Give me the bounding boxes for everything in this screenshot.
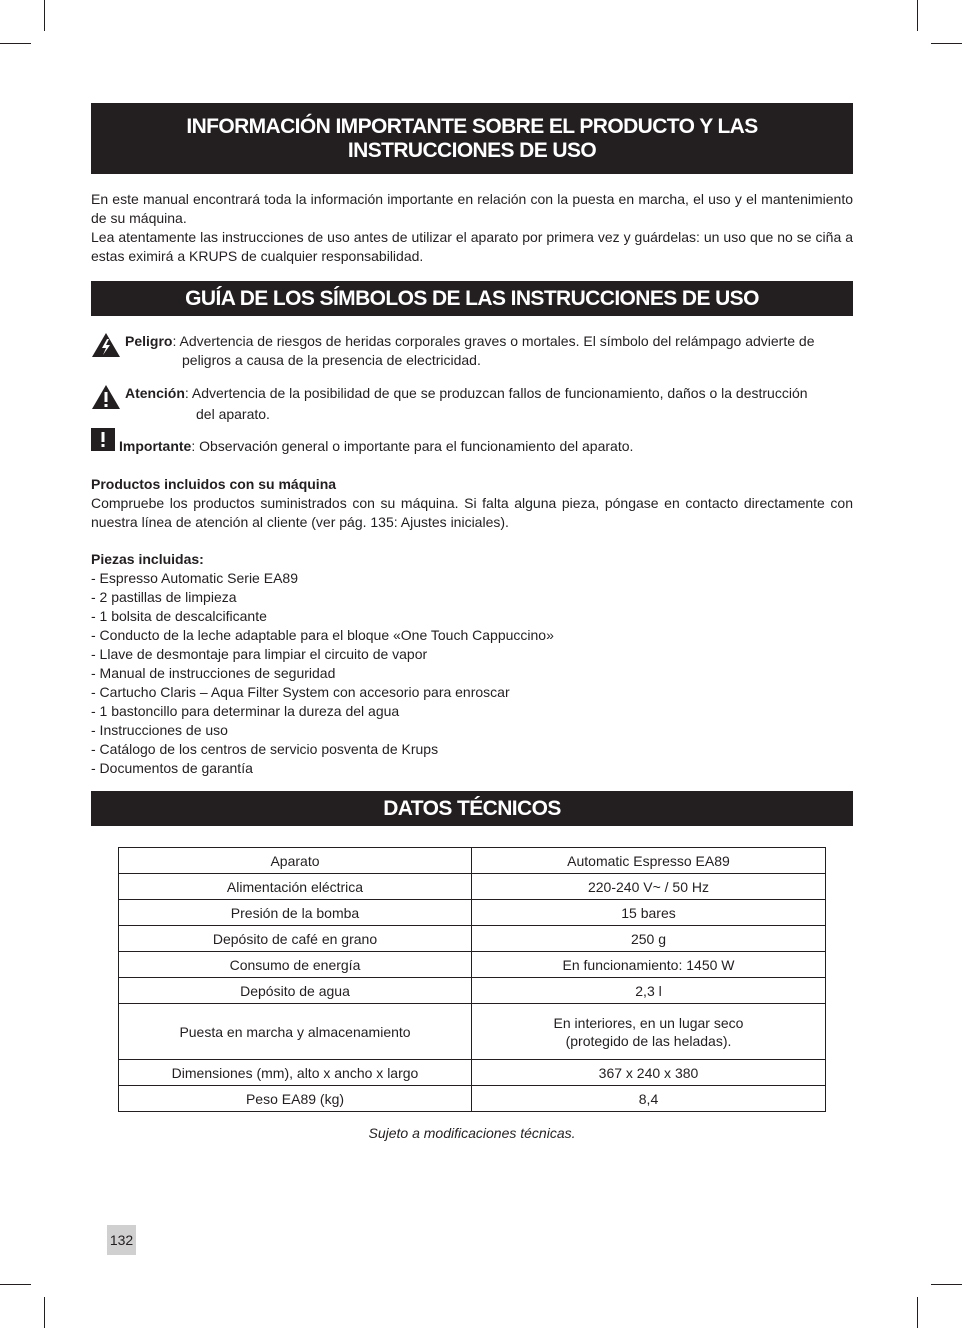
symbols-section-title: GUÍA DE LOS SÍMBOLOS DE LAS INSTRUCCIONES DE USO <box>91 281 853 316</box>
spec-value: 220-240 V~ / 50 Hz <box>472 874 826 900</box>
parts-heading: Piezas incluidas: <box>91 551 204 567</box>
intro-paragraph: Lea atentamente las instrucciones de uso antes de utilizar el aparato por primera vez y guárdelas: un uso que no se ciña a estas eximirá a KRUPS de cualquier responsabilidad. <box>91 229 853 264</box>
spec-label: Consumo de energía <box>119 952 472 978</box>
spec-label: Depósito de agua <box>119 978 472 1004</box>
spec-value: 15 bares <box>472 900 826 926</box>
table-row <box>119 926 826 952</box>
list-item: - Catálogo de los centros de servicio posventa de Krups <box>91 741 439 757</box>
symbol-label: Peligro <box>125 333 173 349</box>
symbol-description: : Advertencia de riesgos de heridas corporales graves o mortales. El símbolo del relámpago advierte de <box>172 333 815 349</box>
warning-triangle-icon <box>91 384 121 415</box>
list-item: - Documentos de garantía <box>91 760 253 776</box>
crop-mark <box>0 43 31 44</box>
tech-section-title: DATOS TÉCNICOS <box>91 791 853 826</box>
list-item: - Conducto de la leche adaptable para el bloque «One Touch Cappuccino» <box>91 627 554 643</box>
list-item: - 1 bastoncillo para determinar la dureza del agua <box>91 703 400 719</box>
spec-value: 250 g <box>472 926 826 952</box>
spec-value: Automatic Espresso EA89 <box>472 848 826 874</box>
list-item: - Manual de instrucciones de seguridad <box>91 665 336 681</box>
list-item: - Espresso Automatic Serie EA89 <box>91 570 298 586</box>
spec-value: 2,3 l <box>472 978 826 1004</box>
table-row <box>119 874 826 900</box>
spec-label: Alimentación eléctrica <box>119 874 472 900</box>
intro-paragraph: En este manual encontrará toda la información importante en relación con la puesta en marcha, el uso y el mantenimiento de su máquina. <box>91 191 853 226</box>
crop-mark <box>917 1297 918 1328</box>
parts-list <box>91 569 853 778</box>
intro-text <box>91 190 853 266</box>
table-row <box>119 900 826 926</box>
table-row <box>119 978 826 1004</box>
page-title: INFORMACIÓN IMPORTANTE SOBRE EL PRODUCTO Y LAS INSTRUCCIONES DE USO <box>186 114 758 162</box>
page-title-banner <box>91 103 853 174</box>
list-item: - Llave de desmontaje para limpiar el circuito de vapor <box>91 646 428 662</box>
spec-value: 367 x 240 x 380 <box>472 1060 826 1086</box>
symbol-description-cont: peligros a causa de la presencia de electricidad. <box>182 352 481 368</box>
spec-label: Presión de la bomba <box>119 900 472 926</box>
products-heading: Productos incluidos con su máquina <box>91 476 337 492</box>
crop-mark <box>931 43 962 44</box>
products-section <box>91 475 853 532</box>
spec-value <box>472 1004 826 1060</box>
crop-mark <box>931 1284 962 1285</box>
table-row <box>119 1086 826 1112</box>
symbol-danger <box>91 332 853 370</box>
list-item: - 1 bolsita de descalcificante <box>91 608 267 624</box>
list-item: - 2 pastillas de limpieza <box>91 589 237 605</box>
important-exclamation-icon <box>91 428 115 456</box>
crop-mark <box>44 1297 45 1328</box>
symbol-description: : Advertencia de la posibilidad de que se produzcan fallos de funcionamiento, daños o la destrucción <box>184 385 808 401</box>
parts-section <box>91 550 853 778</box>
table-row <box>119 1060 826 1086</box>
symbol-label: Importante <box>119 438 192 454</box>
specs-table <box>118 847 826 1112</box>
technical-note: Sujeto a modificaciones técnicas. <box>368 1125 576 1141</box>
page-number: 132 <box>107 1225 136 1255</box>
products-text: Compruebe los productos suministrados con su máquina. Si falta alguna pieza, póngase en contacto directamente con nuestra línea de atención al cliente (ver pág. 135: Ajustes iniciales). <box>91 495 853 530</box>
crop-mark <box>0 1284 31 1285</box>
spec-label: Depósito de café en grano <box>119 926 472 952</box>
table-row <box>119 952 826 978</box>
crop-mark <box>917 0 918 31</box>
danger-lightning-triangle-icon <box>91 332 121 363</box>
crop-mark <box>44 0 45 31</box>
spec-value-line: (protegido de las heladas). <box>565 1032 732 1049</box>
list-item: - Instrucciones de uso <box>91 722 228 738</box>
symbol-description-cont: del aparato. <box>196 406 270 422</box>
spec-label: Dimensiones (mm), alto x ancho x largo <box>119 1060 472 1086</box>
symbol-label: Atención <box>125 385 185 401</box>
table-row <box>119 1004 826 1060</box>
table-row <box>119 848 826 874</box>
list-item: - Cartucho Claris – Aqua Filter System con accesorio para enroscar <box>91 684 510 700</box>
spec-value: En funcionamiento: 1450 W <box>472 952 826 978</box>
spec-label: Puesta en marcha y almacenamiento <box>119 1004 472 1060</box>
spec-value-line: En interiores, en un lugar seco <box>553 1014 744 1031</box>
spec-label: Peso EA89 (kg) <box>119 1086 472 1112</box>
spec-value: 8,4 <box>472 1086 826 1112</box>
symbol-important <box>91 437 853 456</box>
symbol-description: : Observación general o importante para el funcionamiento del aparato. <box>191 438 634 454</box>
symbol-warning <box>91 384 853 426</box>
spec-label: Aparato <box>119 848 472 874</box>
